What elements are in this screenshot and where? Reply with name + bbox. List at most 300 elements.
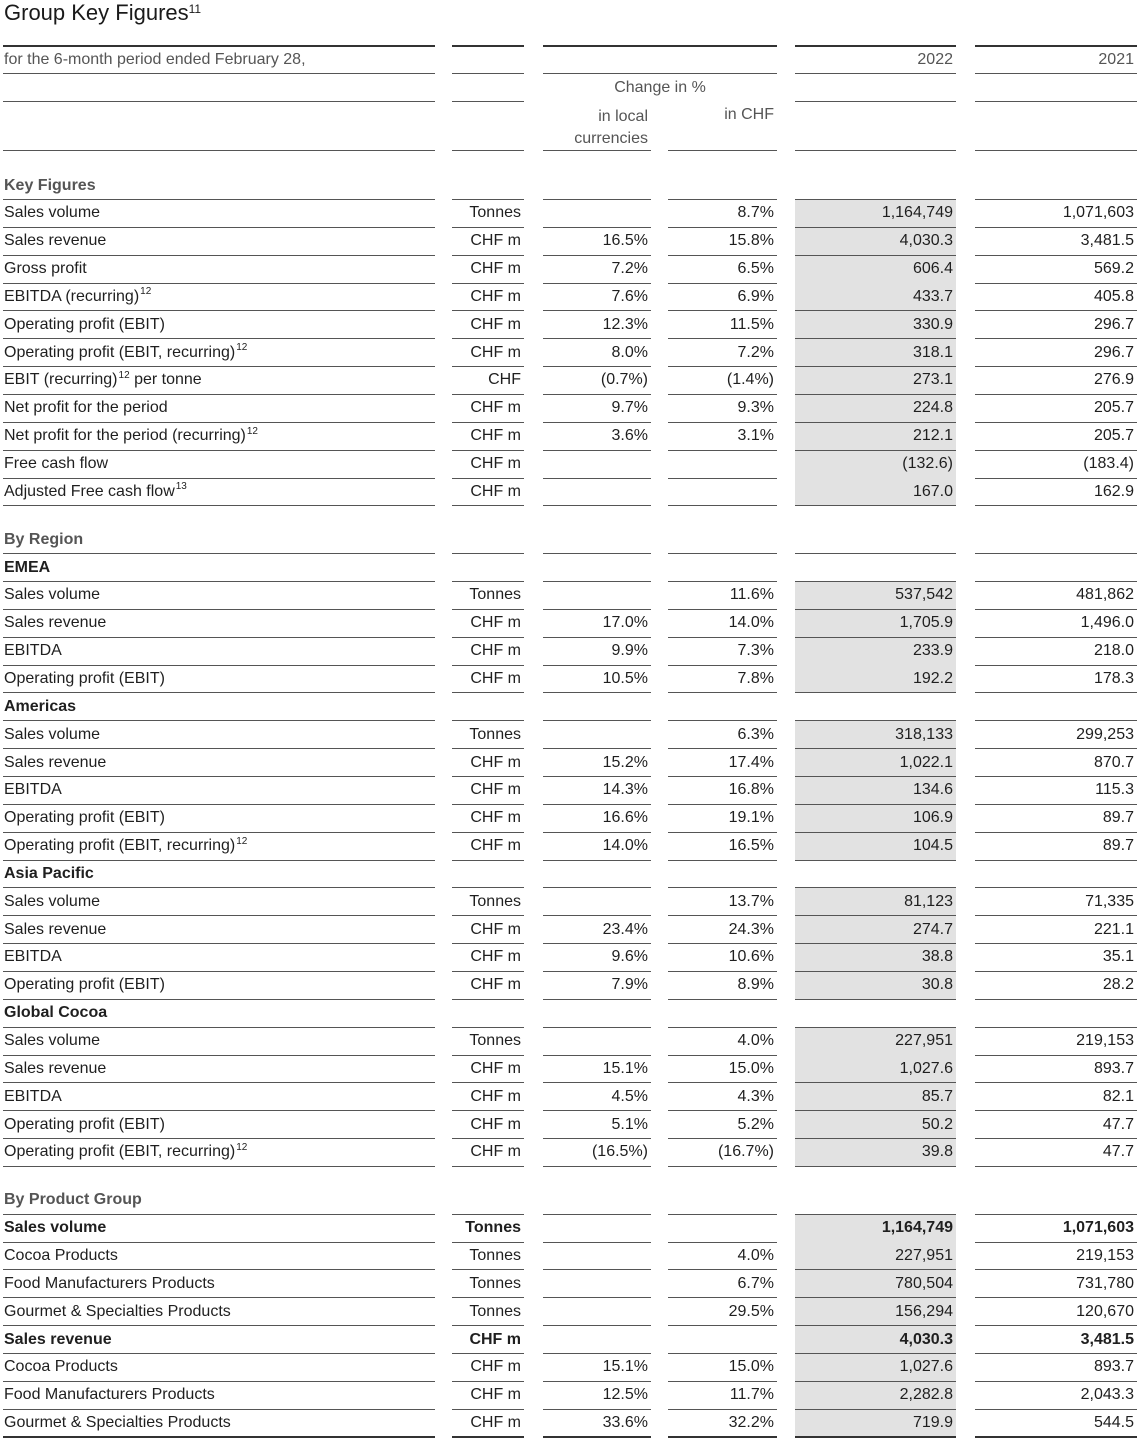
row-label-text: By Product Group <box>4 1191 142 1209</box>
table-row <box>0 749 1140 777</box>
value-2021-cell: 89.7 <box>975 833 1137 861</box>
row-label <box>3 478 435 506</box>
value-2022-cell: 1,022.1 <box>795 749 956 777</box>
value-2021-cell <box>975 1187 1137 1215</box>
change-chf-cell: 15.8% <box>668 228 777 256</box>
change-local-cell: 9.6% <box>543 944 651 972</box>
value-2021-cell: 47.7 <box>975 1111 1137 1139</box>
row-label-text: Asia Pacific <box>4 864 94 882</box>
unit-cell: Tonnes <box>452 888 524 916</box>
table-row <box>0 777 1140 805</box>
change-chf-cell: 5.2% <box>668 1111 777 1139</box>
value-2021-cell: 115.3 <box>975 777 1137 805</box>
change-chf-cell <box>668 478 777 506</box>
table-row <box>0 916 1140 944</box>
unit-cell <box>452 526 524 554</box>
value-2022-cell: 30.8 <box>795 972 956 1000</box>
value-2022-cell: 39.8 <box>795 1139 956 1167</box>
value-2022-cell <box>795 172 956 200</box>
row-label <box>3 610 435 638</box>
change-local-cell: 33.6% <box>543 1410 651 1438</box>
row-label-text: Operating profit (EBIT, recurring) <box>4 837 236 855</box>
header-rule <box>795 45 956 47</box>
table-row <box>0 311 1140 339</box>
header-divider <box>3 73 435 74</box>
table-row <box>0 1326 1140 1354</box>
change-local-cell <box>543 451 651 479</box>
change-local-cell: 7.9% <box>543 972 651 1000</box>
change-local-cell: 10.5% <box>543 665 651 693</box>
value-2021-cell: 405.8 <box>975 283 1137 311</box>
row-label-text: Gourmet & Specialties Products <box>4 1302 231 1320</box>
value-2021-cell: 205.7 <box>975 423 1137 451</box>
change-chf-cell: 16.8% <box>668 777 777 805</box>
header-divider <box>975 73 1137 74</box>
value-2022-cell: 330.9 <box>795 311 956 339</box>
change-chf-cell <box>668 860 777 888</box>
row-label-text: Sales revenue <box>4 614 107 632</box>
change-local-cell <box>543 1187 651 1215</box>
region-header-row <box>0 1000 1140 1028</box>
value-2022-cell: 4,030.3 <box>795 1326 956 1354</box>
value-2022-cell: 38.8 <box>795 944 956 972</box>
row-label-text: Operating profit (EBIT, recurring) <box>4 1143 236 1161</box>
row-label-text: Cocoa Products <box>4 1246 118 1264</box>
value-2022-cell: 85.7 <box>795 1083 956 1111</box>
change-local-cell: 7.6% <box>543 283 651 311</box>
row-label-text: Operating profit (EBIT) <box>4 1115 165 1133</box>
change-chf-cell: 15.0% <box>668 1055 777 1083</box>
change-local-cell <box>543 1215 651 1243</box>
change-chf-cell <box>668 451 777 479</box>
footnote-ref: 12 <box>236 1141 248 1153</box>
header-divider <box>975 150 1137 151</box>
value-2021-cell <box>975 860 1137 888</box>
row-label <box>3 1326 435 1354</box>
row-label <box>3 526 435 554</box>
row-label-text: Sales revenue <box>4 1330 112 1348</box>
change-chf-cell: 7.2% <box>668 339 777 367</box>
unit-cell: CHF m <box>452 478 524 506</box>
change-local-cell <box>543 554 651 582</box>
change-chf-cell: 7.8% <box>668 665 777 693</box>
row-label <box>3 339 435 367</box>
unit-cell: CHF m <box>452 1410 524 1438</box>
region-header-row <box>0 860 1140 888</box>
value-2021-cell: 221.1 <box>975 916 1137 944</box>
value-2021-cell: 296.7 <box>975 311 1137 339</box>
row-label <box>3 833 435 861</box>
row-label <box>3 1111 435 1139</box>
value-2022-cell: 224.8 <box>795 395 956 423</box>
value-2022-cell <box>795 526 956 554</box>
value-2022-cell: 81,123 <box>795 888 956 916</box>
row-label-text: EMEA <box>4 558 51 576</box>
change-chf-cell: 29.5% <box>668 1298 777 1326</box>
change-local-cell <box>543 1000 651 1028</box>
value-2021-cell: 1,071,603 <box>975 200 1137 228</box>
value-2021-cell: 1,496.0 <box>975 610 1137 638</box>
value-2021-cell <box>975 693 1137 721</box>
region-header-row <box>0 554 1140 582</box>
value-2021-cell <box>975 526 1137 554</box>
change-chf-cell <box>668 1000 777 1028</box>
value-2021-cell: 178.3 <box>975 665 1137 693</box>
change-chf-cell: 8.7% <box>668 200 777 228</box>
value-2022-cell: 156,294 <box>795 1298 956 1326</box>
value-2021-cell <box>975 554 1137 582</box>
value-2022-cell: 433.7 <box>795 283 956 311</box>
row-label-text: Sales volume <box>4 1032 101 1049</box>
header-divider <box>452 150 524 151</box>
value-2021-cell: (183.4) <box>975 451 1137 479</box>
change-chf-cell: 4.0% <box>668 1028 777 1056</box>
table-row <box>0 721 1140 749</box>
unit-cell: CHF m <box>452 944 524 972</box>
change-chf-cell: (16.7%) <box>668 1139 777 1167</box>
row-label <box>3 200 435 228</box>
value-2022-cell: 1,027.6 <box>795 1055 956 1083</box>
row-label-text: Sales revenue <box>4 232 107 250</box>
change-local-cell <box>543 693 651 721</box>
change-local-cell: 9.7% <box>543 395 651 423</box>
row-label-text: Sales volume <box>4 892 101 910</box>
row-label <box>3 1382 435 1410</box>
footnote-ref: 13 <box>175 481 187 493</box>
change-chf-cell: 19.1% <box>668 805 777 833</box>
local-currency-header: in local currencies <box>574 108 648 147</box>
row-label <box>3 1187 435 1215</box>
row-label-text: By Region <box>4 530 84 548</box>
unit-cell: CHF m <box>452 638 524 666</box>
table-row <box>0 1215 1140 1243</box>
change-chf-cell <box>668 1215 777 1243</box>
footnote-ref: 12 <box>246 425 258 437</box>
row-label <box>3 944 435 972</box>
change-chf-cell <box>668 554 777 582</box>
row-label-text: Food Manufacturers Products <box>4 1386 215 1404</box>
row-label-suffix: per tonne <box>129 371 202 389</box>
change-chf-cell: 4.0% <box>668 1242 777 1270</box>
row-label <box>3 554 435 582</box>
change-chf-cell: 15.0% <box>668 1354 777 1382</box>
change-local-cell <box>543 860 651 888</box>
value-2021-cell: 481,862 <box>975 582 1137 610</box>
change-chf-cell: 16.5% <box>668 833 777 861</box>
footnote-ref: 11 <box>188 2 202 16</box>
value-2021-cell: 120,670 <box>975 1298 1137 1326</box>
section-header-row <box>0 1187 1140 1215</box>
value-2021-cell: 219,153 <box>975 1242 1137 1270</box>
value-2022-cell <box>795 1187 956 1215</box>
table-row <box>0 1382 1140 1410</box>
value-2021-cell: 47.7 <box>975 1139 1137 1167</box>
change-local-cell <box>543 582 651 610</box>
value-2021-cell: 296.7 <box>975 339 1137 367</box>
row-label <box>3 1410 435 1438</box>
table-row <box>0 228 1140 256</box>
unit-cell: Tonnes <box>452 721 524 749</box>
unit-cell: Tonnes <box>452 1298 524 1326</box>
table-row <box>0 1298 1140 1326</box>
value-2021-cell: 218.0 <box>975 638 1137 666</box>
footnote-ref: 12 <box>140 286 152 298</box>
header-divider <box>543 150 651 151</box>
change-chf-cell: 13.7% <box>668 888 777 916</box>
row-label <box>3 972 435 1000</box>
table-row <box>0 1242 1140 1270</box>
value-2021-cell: 82.1 <box>975 1083 1137 1111</box>
change-local-cell: 4.5% <box>543 1083 651 1111</box>
header-rule <box>3 45 435 47</box>
footnote-ref: 12 <box>236 342 248 354</box>
value-2022-cell: 227,951 <box>795 1028 956 1056</box>
unit-cell: Tonnes <box>452 1242 524 1270</box>
row-label-text: Gourmet & Specialties Products <box>4 1413 231 1431</box>
value-2021-cell: 299,253 <box>975 721 1137 749</box>
value-2021-cell: 1,071,603 <box>975 1215 1137 1243</box>
row-label <box>3 777 435 805</box>
row-label <box>3 665 435 693</box>
row-label-text: Adjusted Free cash flow <box>4 482 175 500</box>
value-2021-cell: 893.7 <box>975 1055 1137 1083</box>
value-2021-cell: 89.7 <box>975 805 1137 833</box>
unit-cell <box>452 693 524 721</box>
unit-cell: CHF m <box>452 423 524 451</box>
row-label <box>3 228 435 256</box>
value-2021-cell: 205.7 <box>975 395 1137 423</box>
table-row <box>0 451 1140 479</box>
value-2022-cell <box>795 1000 956 1028</box>
value-2021-cell: 3,481.5 <box>975 1326 1137 1354</box>
unit-cell: CHF m <box>452 1139 524 1167</box>
header-rule <box>975 45 1137 47</box>
row-label <box>3 1354 435 1382</box>
change-local-cell: 23.4% <box>543 916 651 944</box>
unit-cell: CHF m <box>452 395 524 423</box>
table-row <box>0 888 1140 916</box>
value-2021-cell: 870.7 <box>975 749 1137 777</box>
table-row <box>0 665 1140 693</box>
value-2022-cell: 1,164,749 <box>795 200 956 228</box>
row-label <box>3 1000 435 1028</box>
change-local-cell: 5.1% <box>543 1111 651 1139</box>
unit-cell <box>452 860 524 888</box>
value-2022-cell: 192.2 <box>795 665 956 693</box>
row-label <box>3 721 435 749</box>
value-2022-cell <box>795 860 956 888</box>
row-label <box>3 451 435 479</box>
table-row <box>0 200 1140 228</box>
unit-cell: CHF m <box>452 256 524 284</box>
row-label <box>3 311 435 339</box>
value-2022-cell: 134.6 <box>795 777 956 805</box>
table-row <box>0 256 1140 284</box>
unit-cell: Tonnes <box>452 200 524 228</box>
change-local-cell: (0.7%) <box>543 367 651 395</box>
row-label <box>3 1242 435 1270</box>
change-chf-cell: 11.7% <box>668 1382 777 1410</box>
unit-cell: Tonnes <box>452 1028 524 1056</box>
row-label-text: Operating profit (EBIT) <box>4 315 165 333</box>
header-divider <box>3 150 435 151</box>
row-label <box>3 395 435 423</box>
unit-cell <box>452 554 524 582</box>
row-label <box>3 888 435 916</box>
section-header-row <box>0 172 1140 200</box>
table-row <box>0 833 1140 861</box>
row-label <box>3 749 435 777</box>
value-2022-cell: (132.6) <box>795 451 956 479</box>
table-row <box>0 944 1140 972</box>
year-2021-header: 2021 <box>1098 51 1134 68</box>
row-label-text: Sales volume <box>4 586 101 604</box>
header-divider <box>795 101 956 102</box>
row-label <box>3 1028 435 1056</box>
change-local-cell: 7.2% <box>543 256 651 284</box>
row-label-text: Operating profit (EBIT) <box>4 669 165 687</box>
table-row <box>0 283 1140 311</box>
change-local-cell: 12.5% <box>543 1382 651 1410</box>
row-label <box>3 1139 435 1167</box>
row-label <box>3 805 435 833</box>
value-2021-cell: 731,780 <box>975 1270 1137 1298</box>
row-label-text: EBITDA (recurring) <box>4 287 140 305</box>
table-row <box>0 339 1140 367</box>
table-row <box>0 1270 1140 1298</box>
header-divider <box>452 73 524 74</box>
change-chf-cell <box>668 693 777 721</box>
change-local-cell <box>543 1242 651 1270</box>
value-2022-cell: 273.1 <box>795 367 956 395</box>
change-local-cell: 9.9% <box>543 638 651 666</box>
row-label <box>3 283 435 311</box>
table-row <box>0 423 1140 451</box>
table-row <box>0 478 1140 506</box>
section-header-row <box>0 526 1140 554</box>
table-row <box>0 610 1140 638</box>
value-2022-cell: 719.9 <box>795 1410 956 1438</box>
unit-cell: CHF m <box>452 1382 524 1410</box>
value-2021-cell: 35.1 <box>975 944 1137 972</box>
change-chf-cell: 6.5% <box>668 256 777 284</box>
change-chf-cell: 8.9% <box>668 972 777 1000</box>
row-label <box>3 1298 435 1326</box>
table-row <box>0 395 1140 423</box>
row-label-text: Net profit for the period (recurring) <box>4 427 246 445</box>
table-row <box>0 1410 1140 1438</box>
change-chf-cell: 24.3% <box>668 916 777 944</box>
year-2022-header: 2022 <box>917 51 953 68</box>
value-2022-cell: 104.5 <box>795 833 956 861</box>
table-row <box>0 972 1140 1000</box>
change-local-cell: 15.1% <box>543 1055 651 1083</box>
change-chf-cell: 10.6% <box>668 944 777 972</box>
unit-cell: CHF m <box>452 1083 524 1111</box>
unit-cell: Tonnes <box>452 582 524 610</box>
value-2021-cell: 162.9 <box>975 478 1137 506</box>
row-label-text: Cocoa Products <box>4 1358 118 1376</box>
row-label-text: Sales revenue <box>4 753 107 771</box>
unit-cell: CHF m <box>452 1111 524 1139</box>
unit-cell <box>452 172 524 200</box>
change-chf-cell: 6.7% <box>668 1270 777 1298</box>
change-local-cell <box>543 721 651 749</box>
value-2021-cell <box>975 1000 1137 1028</box>
change-chf-cell: 17.4% <box>668 749 777 777</box>
change-chf-cell: 11.5% <box>668 311 777 339</box>
row-label-text: EBITDA <box>4 642 62 660</box>
row-label <box>3 1055 435 1083</box>
row-label <box>3 638 435 666</box>
header-divider <box>543 73 777 74</box>
value-2022-cell: 606.4 <box>795 256 956 284</box>
unit-cell: CHF m <box>452 972 524 1000</box>
unit-cell: Tonnes <box>452 1270 524 1298</box>
unit-cell: CHF m <box>452 283 524 311</box>
value-2022-cell <box>795 554 956 582</box>
row-label-text: EBIT (recurring) <box>4 371 118 389</box>
row-label-text: EBITDA <box>4 948 62 966</box>
change-chf-cell <box>668 1326 777 1354</box>
unit-cell: CHF <box>452 367 524 395</box>
header-divider <box>795 73 956 74</box>
row-label <box>3 1215 435 1243</box>
table-row <box>0 1028 1140 1056</box>
row-label-text: Operating profit (EBIT, recurring) <box>4 343 236 361</box>
row-label-text: Operating profit (EBIT) <box>4 809 165 827</box>
change-chf-cell <box>668 172 777 200</box>
change-local-cell: 16.5% <box>543 228 651 256</box>
value-2021-cell: 219,153 <box>975 1028 1137 1056</box>
value-2022-cell: 274.7 <box>795 916 956 944</box>
row-label-text: Sales revenue <box>4 1059 107 1077</box>
value-2022-cell: 1,027.6 <box>795 1354 956 1382</box>
row-label-text: EBITDA <box>4 781 62 799</box>
value-2022-cell: 4,030.3 <box>795 228 956 256</box>
change-chf-cell: 14.0% <box>668 610 777 638</box>
value-2022-cell: 1,705.9 <box>795 610 956 638</box>
value-2022-cell: 318.1 <box>795 339 956 367</box>
change-local-cell: 8.0% <box>543 339 651 367</box>
change-local-cell <box>543 888 651 916</box>
value-2022-cell: 537,542 <box>795 582 956 610</box>
row-label <box>3 916 435 944</box>
change-local-cell: 14.0% <box>543 833 651 861</box>
value-2021-cell: 276.9 <box>975 367 1137 395</box>
change-local-cell <box>543 478 651 506</box>
value-2021-cell: 28.2 <box>975 972 1137 1000</box>
row-label-text: Americas <box>4 697 77 715</box>
header-divider <box>3 101 435 102</box>
unit-cell <box>452 1000 524 1028</box>
unit-cell: CHF m <box>452 749 524 777</box>
change-chf-cell <box>668 1187 777 1215</box>
row-label-text: Global Cocoa <box>4 1004 108 1022</box>
header-rule <box>543 45 777 47</box>
change-chf-cell: 9.3% <box>668 395 777 423</box>
row-label-text: Sales volume <box>4 204 101 222</box>
change-local-cell: 17.0% <box>543 610 651 638</box>
change-local-cell <box>543 1326 651 1354</box>
value-2022-cell: 167.0 <box>795 478 956 506</box>
table-row <box>0 805 1140 833</box>
change-local-cell: 15.2% <box>543 749 651 777</box>
unit-cell <box>452 1187 524 1215</box>
unit-cell: CHF m <box>452 610 524 638</box>
value-2022-cell: 2,282.8 <box>795 1382 956 1410</box>
change-local-cell <box>543 526 651 554</box>
